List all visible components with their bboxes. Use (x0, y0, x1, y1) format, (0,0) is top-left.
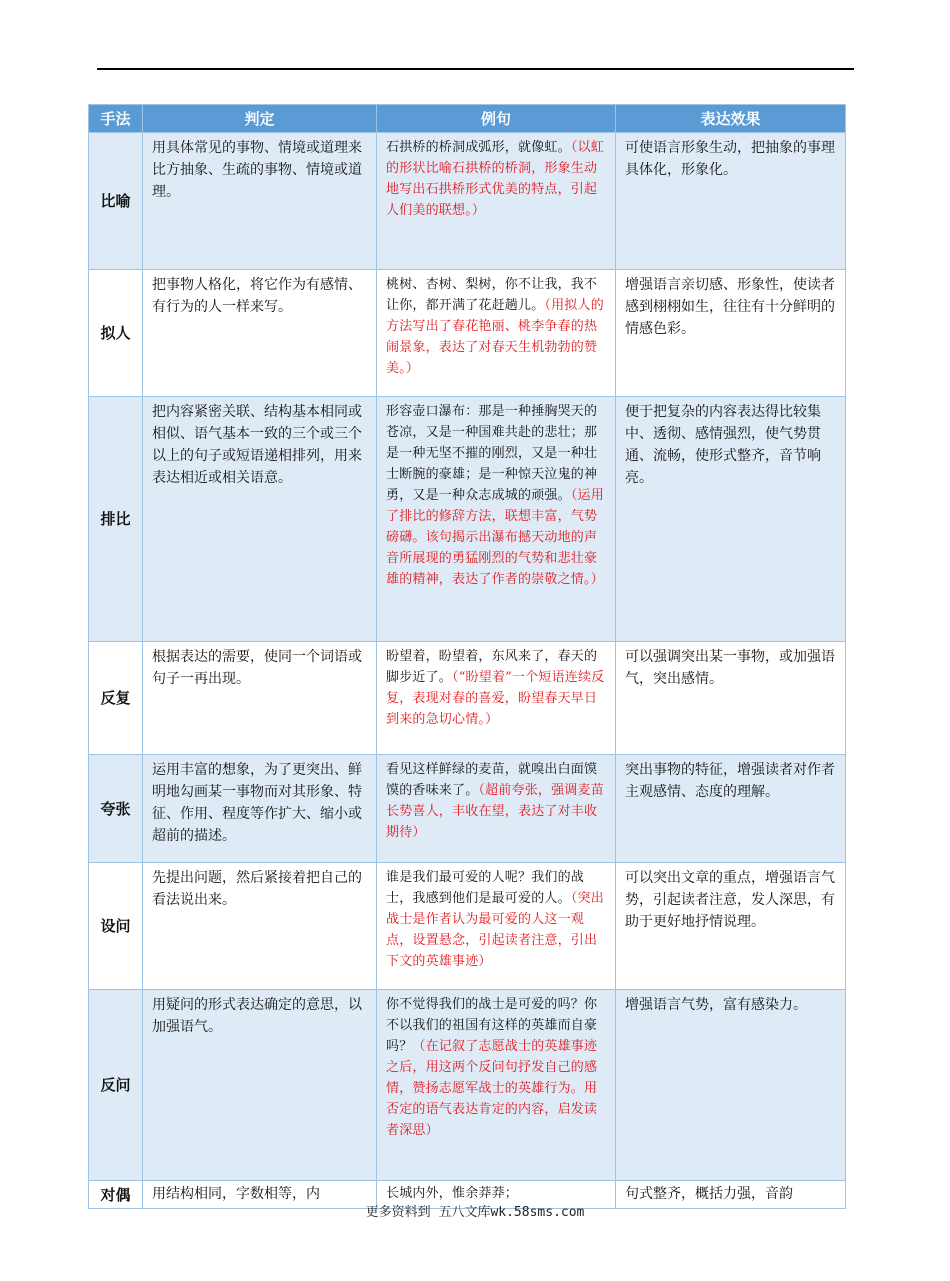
effect-cell: 可使语言形象生动，把抽象的事理具体化，形象化。 (616, 133, 846, 270)
technique-cell: 夸张 (89, 755, 143, 863)
table-row (89, 133, 846, 270)
technique-cell: 拟人 (89, 270, 143, 397)
example-text: 石拱桥的桥洞成弧形，就像虹。 (386, 140, 571, 155)
example-text: 盼望着，盼望着，东风来了，春天的脚步近了。 (386, 649, 598, 685)
judgement-cell: 根据表达的需要，使同一个词语或句子一再出现。 (143, 642, 377, 755)
judgement-cell: 运用丰富的想象，为了更突出、鲜明地勾画某一事物而对其形象、特征、作用、程度等作扩大、缩小或超前的描述。 (143, 755, 377, 863)
example-cell (377, 863, 616, 990)
effect-cell: 句式整齐，概括力强，音韵 (616, 1181, 846, 1209)
header-row (89, 105, 846, 133)
table-row (89, 863, 846, 990)
effect-cell: 可以突出文章的重点，增强语言气势，引起读者注意，发人深思，有助于更好地抒情说理。 (616, 863, 846, 990)
footer-text: 更多资料到 五八文库wk.58sms.com (365, 1205, 585, 1220)
example-cell (377, 270, 616, 397)
technique-cell: 排比 (89, 397, 143, 642)
example-text: 形容壶口瀑布：那是一种捶胸哭天的苍凉，又是一种国难共赴的悲壮；那是一种无坚不摧的刚烈，又是一种壮士断腕的豪雄；是一种惊天泣鬼的神勇，又是一种众志成城的顽强。 (386, 404, 598, 503)
example-text: 你不觉得我们的战士是可爱的吗？你不以我们的祖国有这样的英雄而自豪吗？ (386, 997, 598, 1054)
effect-cell: 便于把复杂的内容表达得比较集中、透彻、感情强烈，使气势贯通、流畅，使形式整齐，音节响亮。 (616, 397, 846, 642)
technique-cell: 对偶 (89, 1181, 143, 1209)
judgement-cell: 用疑问的形式表达确定的意思，以加强语气。 (143, 990, 377, 1181)
table-row (89, 990, 846, 1181)
judgement-cell: 用具体常见的事物、情境或道理来比方抽象、生疏的事物、情境或道理。 (143, 133, 377, 270)
example-text: 谁是我们最可爱的人呢？我们的战士，我感到他们是最可爱的人。 (386, 870, 585, 906)
example-note: （用拟人的方法写出了春花艳丽、桃李争春的热闹景象，表达了对春天生机勃勃的赞美。） (386, 298, 604, 376)
technique-cell: 反复 (89, 642, 143, 755)
top-rule (97, 68, 854, 70)
header-example: 例句 (377, 105, 616, 133)
technique-cell: 设问 (89, 863, 143, 990)
example-note: （以虹的形状比喻石拱桥的桥洞，形象生动地写出石拱桥形式优美的特点，引起人们美的联想。） (386, 140, 604, 218)
header-effect: 表达效果 (616, 105, 846, 133)
example-cell (377, 397, 616, 642)
technique-cell: 反问 (89, 990, 143, 1181)
example-text: 长城内外，惟余莽莽； (386, 1186, 519, 1201)
table-row (89, 755, 846, 863)
table-row (89, 270, 846, 397)
technique-cell: 比喻 (89, 133, 143, 270)
effect-cell: 增强语言亲切感、形象性，使读者感到栩栩如生，往往有十分鲜明的情感色彩。 (616, 270, 846, 397)
header-technique: 手法 (89, 105, 143, 133)
example-note: （超前夸张，强调麦苗长势喜人，丰收在望，表达了对丰收期待） (386, 783, 604, 840)
example-cell (377, 642, 616, 755)
rhetoric-table (88, 104, 846, 1209)
table-row (89, 642, 846, 755)
effect-cell: 可以强调突出某一事物，或加强语气，突出感情。 (616, 642, 846, 755)
effect-cell: 突出事物的特征，增强读者对作者主观感情、态度的理解。 (616, 755, 846, 863)
judgement-cell: 用结构相同，字数相等，内 (143, 1181, 377, 1209)
example-text: 看见这样鲜绿的麦苗，就嗅出白面馍馍的香味来了。 (386, 762, 598, 798)
example-note: （“盼望着”一个短语连续反复，表现对春的喜爱，盼望春天早日到来的急切心情。） (386, 670, 605, 727)
judgement-cell: 先提出问题，然后紧接着把自己的看法说出来。 (143, 863, 377, 990)
judgement-cell: 把事物人格化，将它作为有感情、有行为的人一样来写。 (143, 270, 377, 397)
effect-cell: 增强语言气势，富有感染力。 (616, 990, 846, 1181)
example-note: （突出战士是作者认为最可爱的人这一观点，设置悬念，引起读者注意，引出下文的英雄事迹） (386, 891, 604, 969)
example-note: （运用了排比的修辞方法，联想丰富，气势磅礴。该句揭示出瀑布撼天动地的声音所展现的勇猛刚烈的气势和悲壮豪雄的精神，表达了作者的崇敬之情。） (386, 488, 604, 587)
table-row (89, 397, 846, 642)
example-cell (377, 990, 616, 1181)
header-judgement: 判定 (143, 105, 377, 133)
example-cell (377, 133, 616, 270)
example-cell (377, 755, 616, 863)
example-text: 桃树、杏树、梨树，你不让我，我不让你，都开满了花赶趟儿。 (386, 277, 598, 313)
example-note: （在记叙了志愿战士的英雄事迹之后，用这两个反问句抒发自己的感情，赞扬志愿军战士的英雄行为。用否定的语气表达肯定的内容，启发读者深思） (386, 1039, 598, 1138)
judgement-cell: 把内容紧密关联、结构基本相同或相似、语气基本一致的三个或三个以上的句子或短语递相排列，用来表达相近或相关语意。 (143, 397, 377, 642)
